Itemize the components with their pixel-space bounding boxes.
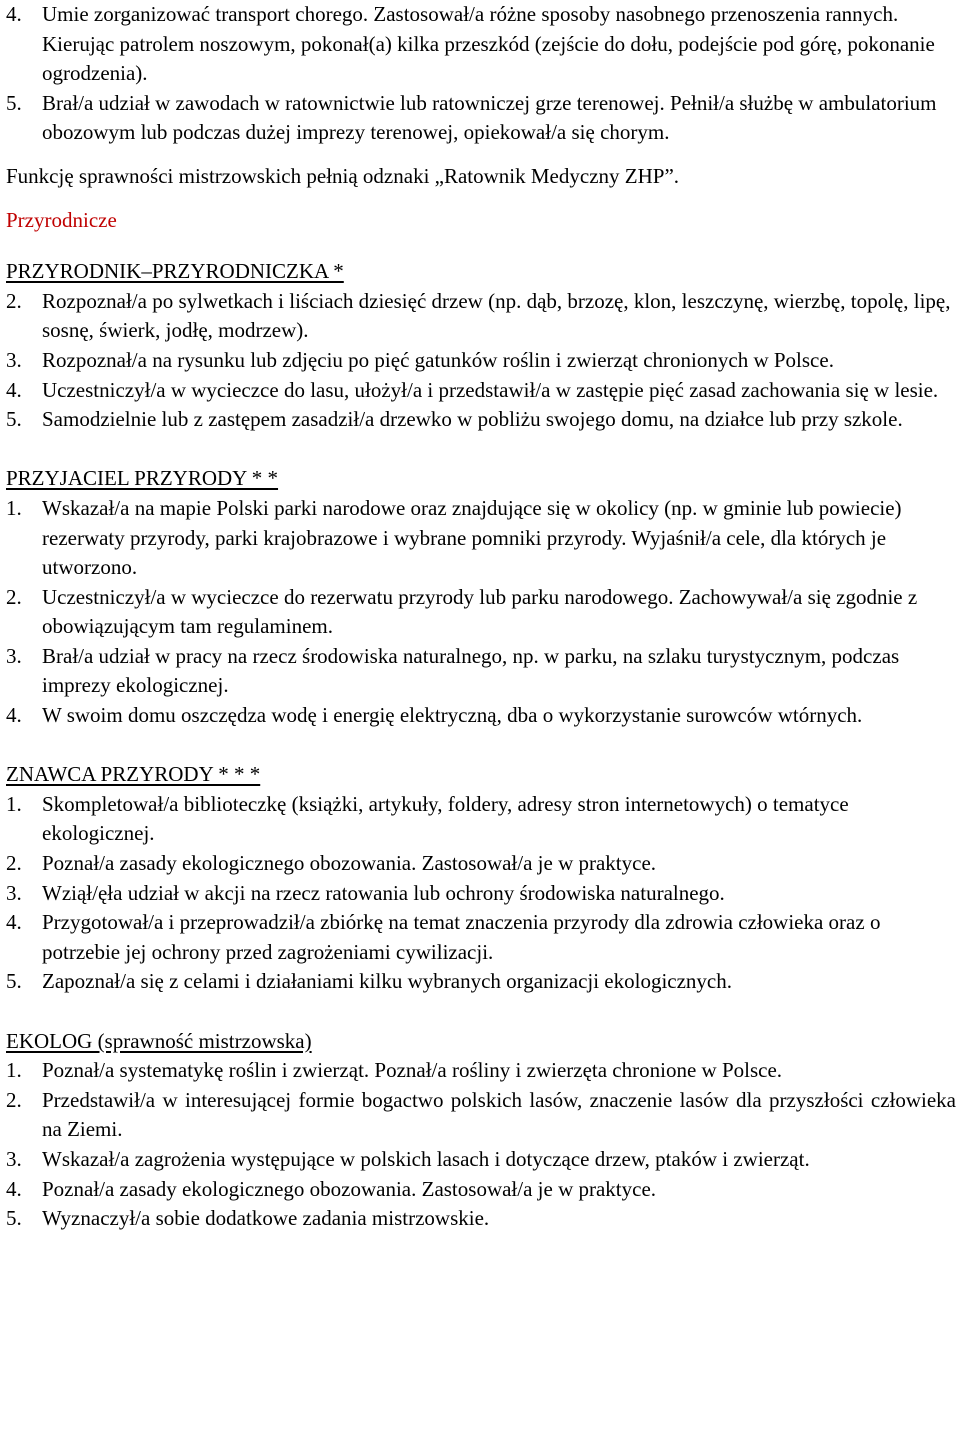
item-number: 2. [6,1087,22,1112]
item-text: Poznał/a zasady ekologicznego obozowania. Zastosował/a je w praktyce. [42,851,657,876]
item-text: Wskazał/a zagrożenia występujące w polskich lasach i dotyczące drzew, ptaków i zwierząt. [42,1146,810,1171]
item-number: 3. [6,1146,22,1171]
item-text: Uczestniczył/a w wycieczce do lasu, ułożył/a i przedstawił/a w zastępie pięć zasad zachowania się w lesie. [42,377,939,402]
badge-section [0,257,960,435]
item-number: 5. [6,969,22,994]
item-text: Umie zorganizować transport chorego. Zastosował/a różne sposoby nasobnego przenoszenia rannych. Kierując patrolem noszowym, pokonał(a) kilka przeszkód (zejście do dołu, podejście pod górę, pokonanie ogrodzenia). [42,2,935,86]
item-number: 5. [6,407,22,432]
item-text: Poznał/a zasady ekologicznego obozowania. Zastosował/a je w praktyce. [42,1176,657,1201]
item-number: 5. [6,90,22,115]
item-number: 1. [6,791,22,816]
item-text: Samodzielnie lub z zastępem zasadził/a drzewko w pobliżu swojego domu, na działce lub przy szkole. [42,407,903,432]
badge-heading: PRZYJACIEL PRZYRODY * * [6,466,279,491]
list-item [0,879,960,909]
list-item [0,583,960,642]
list-item [0,908,960,967]
item-number: 2. [6,584,22,609]
item-number: 3. [6,880,22,905]
item-number: 3. [6,347,22,372]
list-item [0,376,960,406]
item-text: Skompletował/a biblioteczkę (książki, artykuły, foldery, adresy stron internetowych) o tematyce ekologicznej. [42,791,849,846]
list-item [0,967,960,997]
category-heading: Przyrodnicze [6,207,117,232]
item-number: 4. [6,2,22,26]
list-item [0,642,960,701]
item-number: 4. [6,377,22,402]
badge-heading: PRZYRODNIK–PRZYRODNICZKA * [6,259,344,284]
item-text: Uczestniczył/a w wycieczce do rezerwatu przyrody lub parku narodowego. Zachowywał/a się zgodnie z obowiązującym tam regulaminem. [42,584,918,639]
item-number: 3. [6,643,22,668]
item-text: Zapoznał/a się z celami i działaniami kilku wybranych organizacji ekologicznych. [42,969,733,994]
item-text: Wskazał/a na mapie Polski parki narodowe oraz znajdujące się w okolicy (np. w gminie lub powiecie) rezerwaty przyrody, parki krajobrazowe i wybrane pomniki przyrody. Wyjaśnił/a cele, dla których je utworzono. [42,495,902,580]
item-number: 1. [6,495,22,520]
list-item [0,849,960,879]
list-item [0,89,960,148]
badge-heading: ZNAWCA PRZYRODY * * * [6,762,261,787]
item-text: Poznał/a systematykę roślin i zwierząt. Poznał/a rośliny i zwierzęta chronione w Polsce. [42,1058,783,1083]
list-item [0,287,960,346]
list-item [0,790,960,849]
list-item [0,1056,960,1086]
item-text: Brał/a udział w zawodach w ratownictwie lub ratowniczej grze terenowej. Pełnił/a służbę w ambulatorium obozowym lub podczas dużej imprezy terenowej, opiekował/a się chorym. [42,90,937,145]
item-number: 1. [6,1058,22,1083]
item-number: 2. [6,851,22,876]
list-item [0,1175,960,1205]
list-item [0,1086,960,1145]
badge-section [0,1027,960,1234]
list-item [0,701,960,731]
item-number: 4. [6,910,22,935]
item-text: W swoim domu oszczędza wodę i energię elektryczną, dba o wykorzystanie surowców wtórnych. [42,703,863,728]
item-text: Wyznaczył/a sobie dodatkowe zadania mistrzowskie. [42,1206,490,1231]
item-text: Brał/a udział w pracy na rzecz środowiska naturalnego, np. w parku, na szlaku turystycznym, podczas imprezy ekologicznej. [42,643,900,698]
badge-section [0,464,960,730]
badge-note: Funkcję sprawności mistrzowskich pełnią odznaki „Ratownik Medyczny ZHP”. [6,163,680,188]
list-item [0,1204,960,1234]
item-text: Przedstawił/a w interesującej formie bogactwo polskich lasów, znaczenie lasów dla przyszłości człowieka na Ziemi. [42,1087,956,1142]
item-text: Przygotował/a i przeprowadził/a zbiórkę na temat znaczenia przyrody dla zdrowia człowieka oraz o potrzebie jej ochrony przed zagrożeniami cywilizacji. [42,910,881,964]
item-number: 4. [6,703,22,728]
list-item [0,0,960,89]
continued-list [0,0,960,148]
badge-section [0,760,960,997]
list-item [0,405,960,435]
list-item [0,1145,960,1175]
item-text: Rozpoznał/a po sylwetkach i liściach dziesięć drzew (np. dąb, brzozę, klon, leszczynę, wierzbę, topolę, lipę, sosnę, świerk, jodłę, modrzew). [42,288,951,343]
list-item [0,346,960,376]
item-number: 2. [6,288,22,313]
item-number: 4. [6,1176,22,1201]
item-text: Wziął/ęła udział w akcji na rzecz ratowania lub ochrony środowiska naturalnego. [42,880,725,905]
item-text: Rozpoznał/a na rysunku lub zdjęciu po pięć gatunków roślin i zwierząt chronionych w Polsce. [42,347,834,372]
item-number: 5. [6,1206,22,1231]
badge-heading: EKOLOG (sprawność mistrzowska) [6,1028,312,1053]
list-item [0,494,960,583]
